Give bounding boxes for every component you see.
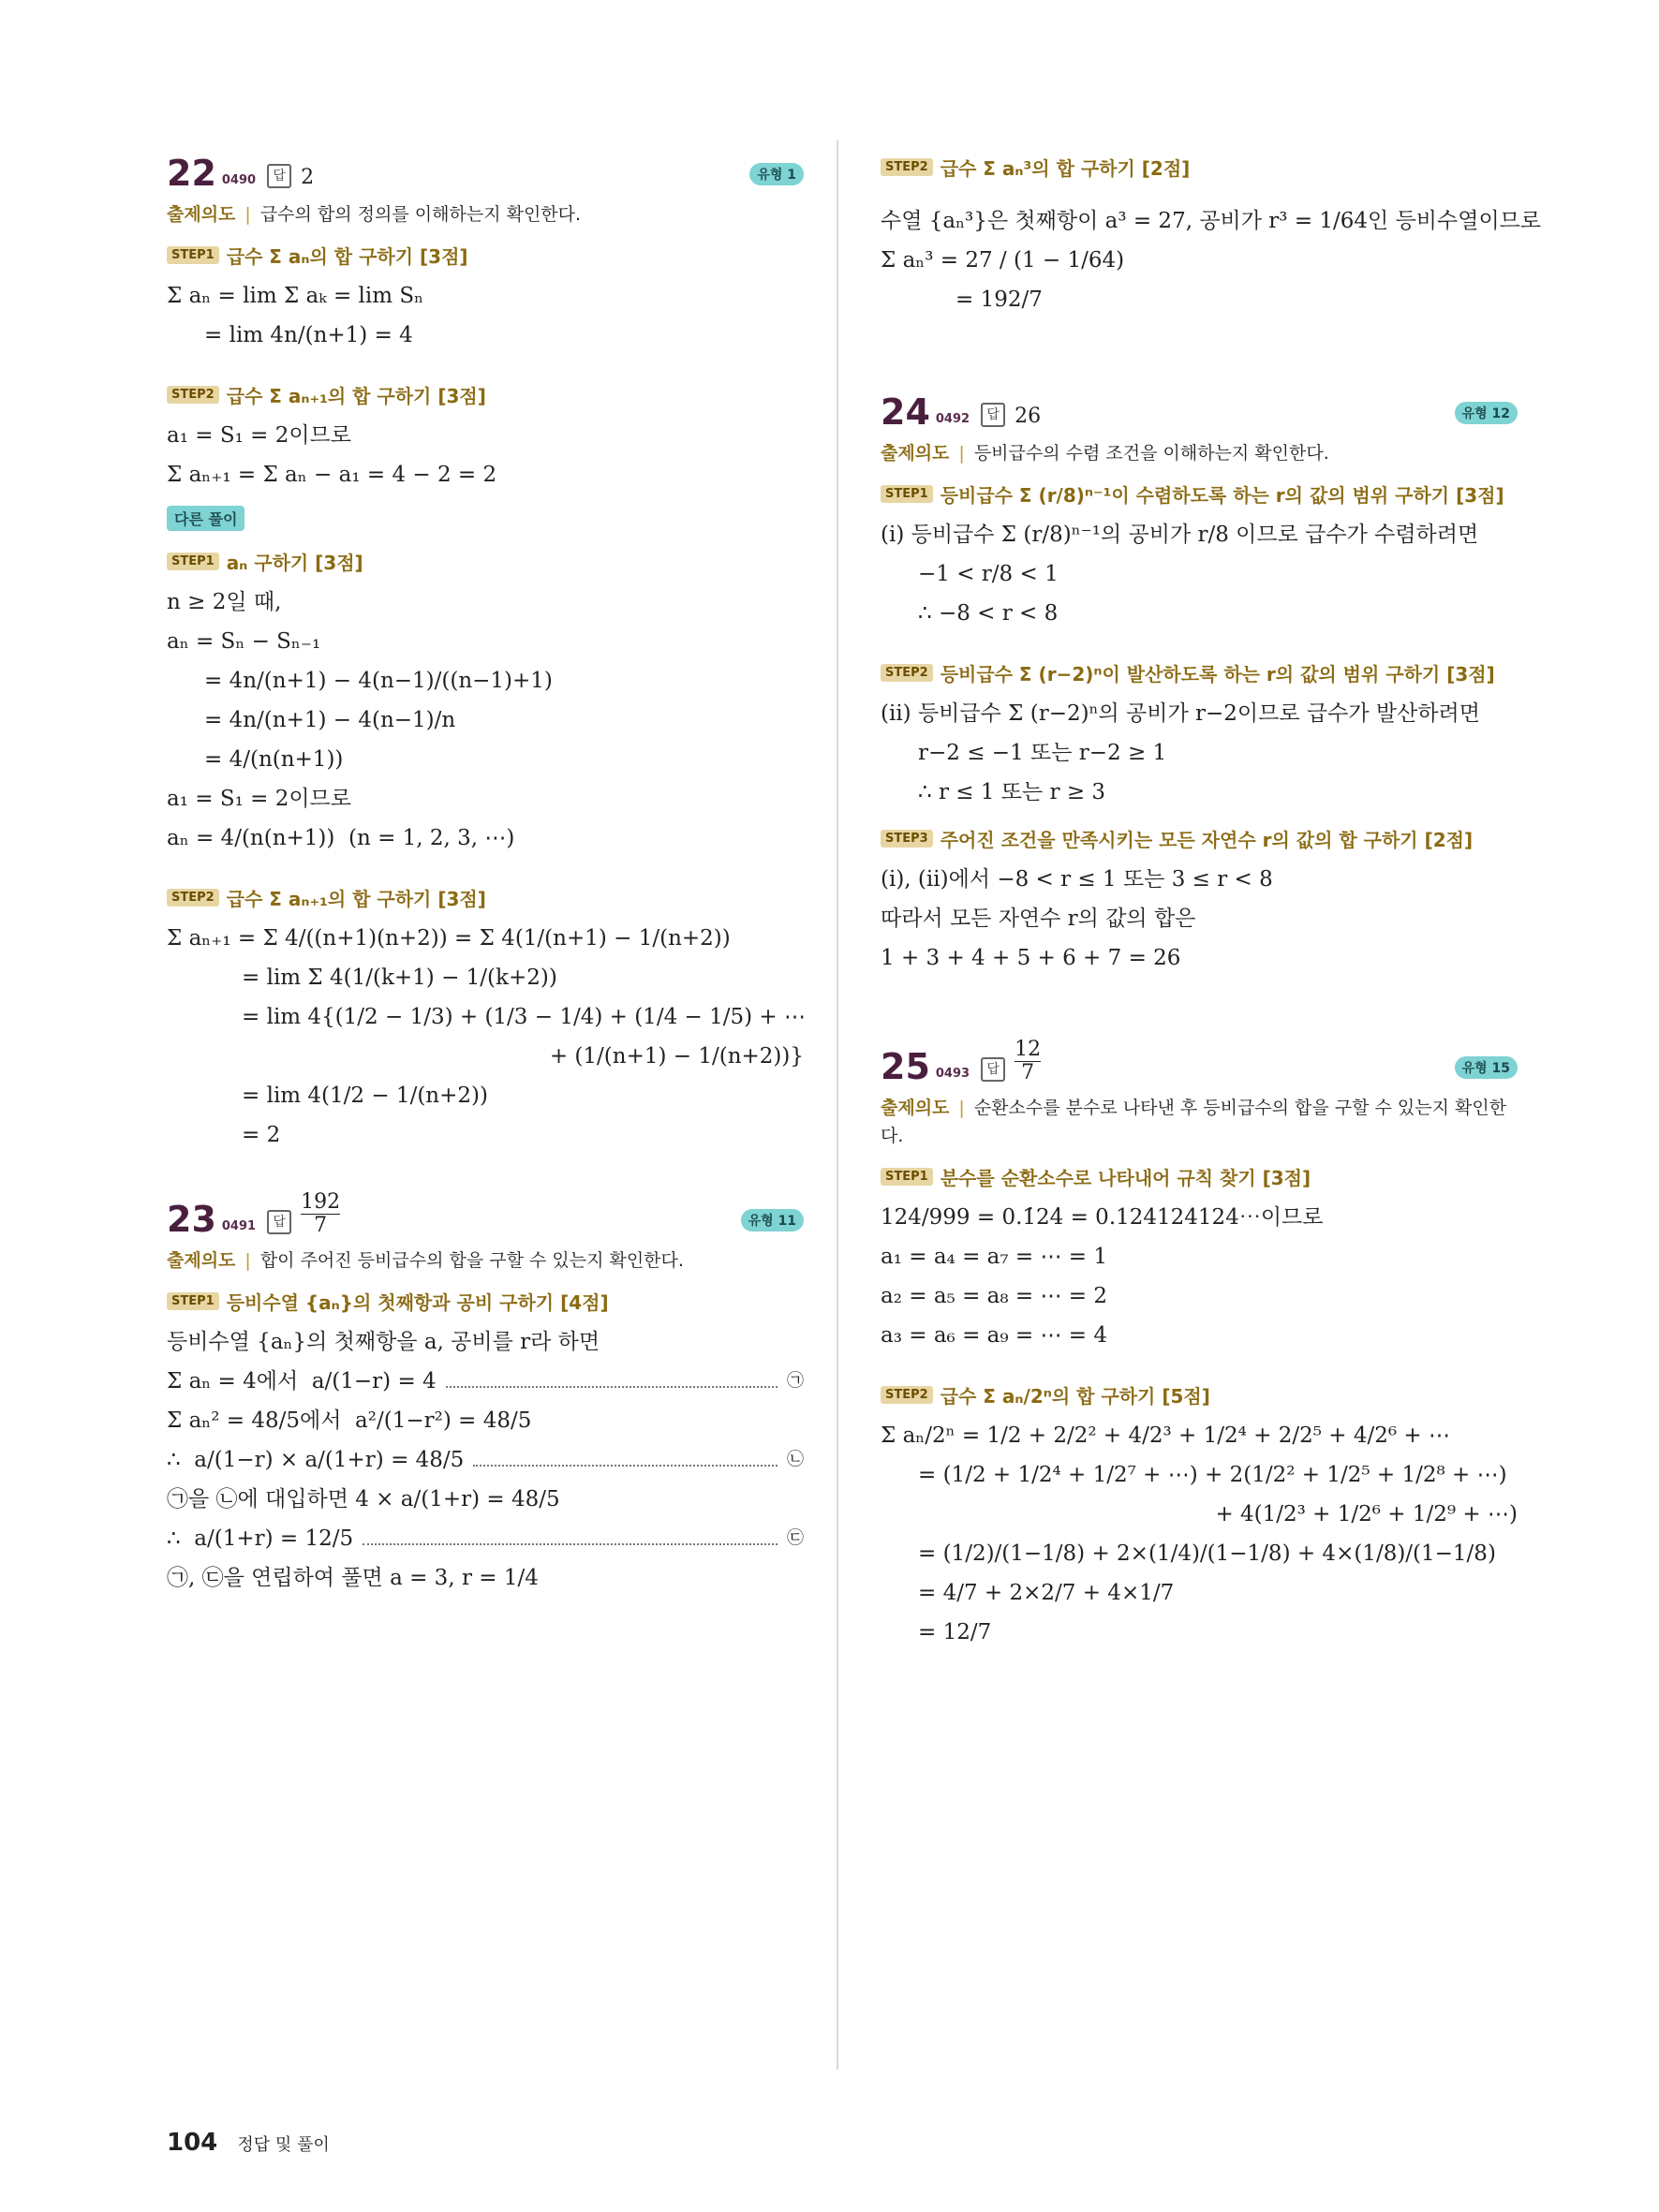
answer-denominator: 7 [314, 1214, 328, 1237]
column-divider [837, 140, 838, 2070]
solution-line: = 4n/(n+1) − 4(n−1)/((n−1)+1) [204, 669, 553, 693]
step-title: 급수 Σ aₙ의 합 구하기 [3점] [226, 245, 468, 268]
step-tag: STEP2 [881, 664, 933, 682]
intent-separator: | [958, 1098, 965, 1118]
step-heading [881, 659, 1518, 686]
page-number: 104 [167, 2129, 218, 2157]
solution-line: aₙ = 4/(n(n+1)) (n = 1, 2, 3, ⋯) [167, 826, 515, 850]
solution-line: −1 < r/8 < 1 [918, 562, 1059, 586]
problem-code: 0492 [935, 412, 970, 426]
solution-line: = 12/7 [918, 1620, 992, 1644]
intent-label: 출제의도 [881, 1098, 950, 1118]
solution-line-marked [167, 1519, 804, 1558]
answer-numerator: 12 [1015, 1038, 1042, 1061]
answer-value: 26 [1015, 405, 1042, 428]
solution-line: = lim 4{(1/2 − 1/3) + (1/3 − 1/4) + (1/4 − 1/5) + ⋯ [242, 1005, 806, 1029]
problem-number: 22 [167, 153, 216, 194]
problem-24-header [881, 385, 1518, 433]
step-tag: STEP1 [167, 553, 219, 570]
solution-line: Σ aₙ² = 48/5에서 a²/(1−r²) = 48/5 [167, 1408, 532, 1433]
step-tag: STEP3 [881, 830, 933, 848]
solution-line: (ⅰ) 등비급수 Σ (r/8)ⁿ⁻¹의 공비가 r/8 이므로 급수가 수렴하려면 [881, 523, 1479, 547]
problem-23-header [167, 1190, 804, 1240]
solution-line: ㉠, ㉢을 연립하여 풀면 a = 3, r = 1/4 [167, 1566, 539, 1590]
answer-icon: 답 [267, 1210, 291, 1234]
step-title: 급수 Σ aₙ/2ⁿ의 합 구하기 [5점] [940, 1385, 1210, 1408]
step-title: 급수 Σ aₙ₊₁의 합 구하기 [3점] [226, 888, 486, 910]
answer-icon: 답 [981, 403, 1005, 427]
problem-number: 24 [881, 391, 930, 433]
solution-line: Σ aₙ/2ⁿ = 1/2 + 2/2² + 4/2³ + 1/2⁴ + 2/2⁵ + 4/2⁶ + ⋯ [881, 1423, 1451, 1448]
solution-line: aₙ = Sₙ − Sₙ₋₁ [167, 629, 321, 654]
solution-line: (ⅰ), (ⅱ)에서 −8 < r ≤ 1 또는 3 ≤ r < 8 [881, 867, 1273, 892]
intent-label: 출제의도 [881, 443, 950, 464]
problem-number: 25 [881, 1046, 930, 1087]
step-heading [881, 480, 1518, 508]
problem-intent [881, 1094, 1518, 1150]
solution-line-marked [167, 1440, 804, 1480]
type-badge: 유형 12 [1455, 402, 1518, 424]
intent-separator: | [244, 204, 251, 225]
answer-icon: 답 [267, 164, 291, 188]
step-heading [167, 381, 804, 408]
step-tag: STEP1 [881, 1168, 933, 1186]
solution-line: a₃ = a₆ = a₉ = ⋯ = 4 [881, 1323, 1108, 1348]
solution-line: = lim Σ 4(1/(k+1) − 1/(k+2)) [242, 966, 557, 990]
solution-line: = (1/2)/(1−1/8) + 2×(1/4)/(1−1/8) + 4×(1/8)/(1−1/8) [918, 1541, 1496, 1566]
solution-line: Σ aₙ³ = 27 / (1 − 1/64) [881, 248, 1125, 273]
solution-line: Σ aₙ₊₁ = Σ aₙ − a₁ = 4 − 2 = 2 [167, 463, 497, 487]
step-tag: STEP2 [881, 158, 933, 176]
alternative-solution-badge: 다른 풀이 [167, 506, 244, 531]
solution-line: = 192/7 [955, 288, 1043, 312]
answer-icon: 답 [981, 1057, 1005, 1082]
solution-line: Σ aₙ = lim Σ aₖ = lim Sₙ [167, 284, 424, 308]
step-heading [167, 242, 804, 269]
step-tag: STEP1 [167, 246, 219, 264]
step-heading [881, 1163, 1518, 1190]
type-badge: 유형 11 [741, 1209, 804, 1231]
solution-line: 등비수열 {aₙ}의 첫째항을 a, 공비를 r라 하면 [167, 1330, 600, 1354]
solution-line: = 4/7 + 2×2/7 + 4×1/7 [918, 1581, 1175, 1605]
intent-text: 급수의 합의 정의를 이해하는지 확인한다. [259, 204, 582, 225]
solution-line: + 4(1/2³ + 1/2⁶ + 1/2⁹ + ⋯) [1215, 1502, 1518, 1526]
step-heading [881, 1381, 1518, 1408]
intent-label: 출제의도 [167, 204, 236, 225]
left-column [167, 140, 804, 1598]
solution-text: ∴ a/(1−r) × a/(1+r) = 48/5 [167, 1448, 465, 1472]
solution-line: ㉠을 ㉡에 대입하면 4 × a/(1+r) = 48/5 [167, 1487, 560, 1512]
step-tag: STEP1 [167, 1292, 219, 1310]
equation-marker: ㉢ [787, 1528, 804, 1548]
answer-fraction [1015, 1039, 1041, 1084]
solution-line: r−2 ≤ −1 또는 r−2 ≥ 1 [918, 741, 1167, 765]
solution-line: ∴ −8 < r < 8 [918, 601, 1059, 626]
section-label: 정답 및 풀이 [237, 2135, 330, 2155]
intent-separator: | [958, 443, 965, 464]
right-column [881, 140, 1542, 1652]
problem-code: 0490 [221, 173, 257, 187]
intent-text: 합이 주어진 등비급수의 합을 구할 수 있는지 확인한다. [259, 1250, 684, 1271]
step-tag: STEP2 [881, 1386, 933, 1404]
problem-code: 0493 [935, 1067, 970, 1081]
solution-line: (ⅱ) 등비급수 Σ (r−2)ⁿ의 공비가 r−2이므로 급수가 발산하려면 [881, 701, 1480, 726]
step-heading [881, 825, 1518, 852]
answer-numerator: 192 [301, 1190, 341, 1214]
solution-line: 수열 {aₙ³}은 첫째항이 a³ = 27, 공비가 r³ = 1/64인 등비수열이므로 [881, 209, 1542, 233]
page-footer [167, 2129, 330, 2157]
step-title: aₙ 구하기 [3점] [226, 552, 363, 574]
problem-25-header [881, 1038, 1518, 1087]
step-tag: STEP2 [167, 889, 219, 907]
step-heading [167, 1288, 804, 1315]
solution-line: ∴ r ≤ 1 또는 r ≥ 3 [918, 780, 1106, 804]
step-title: 급수 Σ aₙ₊₁의 합 구하기 [3점] [226, 385, 486, 407]
step-tag: STEP1 [881, 485, 933, 503]
step-heading [167, 548, 804, 575]
solution-line: n ≥ 2일 때, [167, 590, 282, 614]
intent-text: 순환소수를 분수로 나타낸 후 등비급수의 합을 구할 수 있는지 확인한다. [881, 1098, 1507, 1146]
solution-line: = 2 [242, 1123, 281, 1147]
intent-separator: | [244, 1250, 251, 1271]
type-badge: 유형 15 [1455, 1056, 1518, 1079]
solution-line: a₁ = a₄ = a₇ = ⋯ = 1 [881, 1245, 1108, 1269]
solution-line-marked [167, 1362, 804, 1401]
step-title: 분수를 순환소수로 나타내어 규칙 찾기 [3점] [940, 1167, 1311, 1189]
problem-code: 0491 [221, 1219, 257, 1233]
solution-line: Σ aₙ₊₁ = Σ 4/((n+1)(n+2)) = Σ 4(1/(n+1) − 1/(n+2)) [167, 926, 731, 951]
intent-text: 등비급수의 수렴 조건을 이해하는지 확인한다. [973, 443, 1329, 464]
problem-number: 23 [167, 1199, 216, 1240]
solution-text: Σ aₙ = 4에서 a/(1−r) = 4 [167, 1369, 437, 1394]
problem-22-header [167, 146, 804, 194]
solution-line: = (1/2 + 1/2⁴ + 1/2⁷ + ⋯) + 2(1/2² + 1/2⁵ + 1/2⁸ + ⋯) [918, 1463, 1507, 1487]
step-heading [167, 884, 804, 911]
problem-intent [167, 200, 804, 229]
solution-line: + (1/(n+1) − 1/(n+2))} [549, 1044, 804, 1069]
solution-line: = lim 4n/(n+1) = 4 [204, 323, 413, 347]
step-title: 등비급수 Σ (r/8)ⁿ⁻¹이 수렴하도록 하는 r의 값의 범위 구하기 [3점] [940, 484, 1504, 507]
step-tag: STEP2 [167, 386, 219, 404]
solution-line: 따라서 모든 자연수 r의 값의 합은 [881, 907, 1196, 931]
solution-line: a₁ = S₁ = 2이므로 [167, 787, 351, 811]
solution-line: a₂ = a₅ = a₈ = ⋯ = 2 [881, 1284, 1108, 1308]
solution-line: = 4/(n(n+1)) [204, 747, 344, 772]
step-title: 급수 Σ aₙ³의 합 구하기 [2점] [940, 157, 1191, 180]
solution-text: ∴ a/(1+r) = 12/5 [167, 1526, 354, 1551]
step-title: 등비수열 {aₙ}의 첫째항과 공비 구하기 [4점] [226, 1291, 609, 1314]
answer-denominator: 7 [1021, 1061, 1035, 1084]
equation-marker: ㉠ [787, 1371, 804, 1391]
type-badge: 유형 1 [749, 163, 804, 185]
answer-value: 2 [301, 166, 315, 189]
solution-line: = lim 4(1/2 − 1/(n+2)) [242, 1084, 488, 1108]
solution-line: 124/999 = 0.1̇24̇ = 0.124124124⋯이므로 [881, 1205, 1324, 1230]
equation-marker: ㉡ [787, 1450, 804, 1469]
problem-intent [167, 1246, 804, 1275]
step-title: 등비급수 Σ (r−2)ⁿ이 발산하도록 하는 r의 값의 범위 구하기 [3점] [940, 663, 1495, 686]
solution-line: = 4n/(n+1) − 4(n−1)/n [204, 708, 456, 732]
answer-fraction [301, 1191, 340, 1237]
problem-intent [881, 439, 1518, 467]
intent-label: 출제의도 [167, 1250, 236, 1271]
solution-line: 1 + 3 + 4 + 5 + 6 + 7 = 26 [881, 946, 1181, 970]
step-heading [881, 154, 1518, 181]
solution-line: a₁ = S₁ = 2이므로 [167, 423, 351, 448]
step-title: 주어진 조건을 만족시키는 모든 자연수 r의 값의 합 구하기 [2점] [940, 829, 1474, 851]
